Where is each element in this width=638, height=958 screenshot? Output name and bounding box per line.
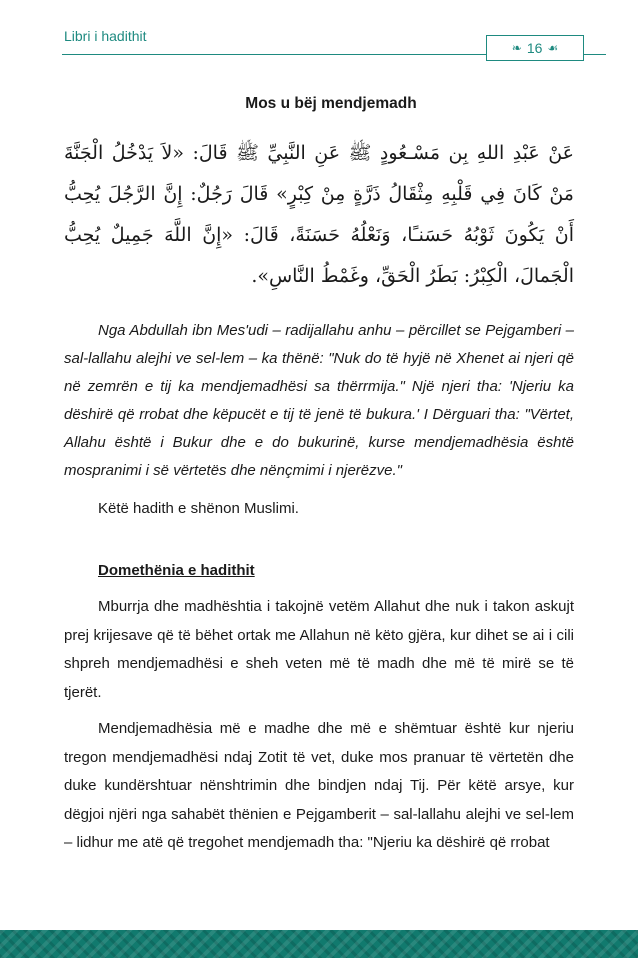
book-title: Libri i hadithit [64,28,147,44]
hadith-source: Këtë hadith e shënon Muslimi. [98,500,299,517]
page-number-badge [486,35,584,61]
ornament-left-icon: ❧ [511,41,522,55]
ornament-right-icon: ☙ [547,41,559,55]
page-content [64,95,574,858]
commentary-paragraph: Mburrja dhe madhështia i takojnë vetëm Allahut dhe nuk i takon askujt prej krijesave që të bëhet ortak me Allahun në këto gjëra, kur dihet se ai i cili shpreh mendjemadhësi e sheh veten më të madh dhe më të mirë se të tjerët. [64,598,574,701]
hadith-translation: Nga Abdullah ibn Mes'udi – radijallahu anhu – përcillet se Pejgamberi – sal-lallahu alejhi ve sel-lem – ka thënë: "Nuk do të hyjë në Xhenet ai njeri që në zemrën e tij ka mendjemadhësi sa thërrmija." Një njeri tha: 'Njeriu ka dëshirë që rrobat dhe këpucët e tij të jenë të bukura.' I Dërguari tha: "Vërtet, Allahu është i Bukur dhe e do bukurinë, kurse mendjemadhësia është mospranimi i së vërtetës dhe nënçmimi i njerëzve." [64,322,574,479]
commentary-heading: Domethënia e hadithit [98,562,255,579]
hadith-arabic-text: عَنْ عَبْدِ اللهِ بِن مَسْـعُودٍ ﷺ عَنِ النَّبِيِّ ﷺ قَالَ: «لاَ يَدْخُلُ الْجَنَّةَ مَنْ كَانَ فِي قَلْبِهِ مِثْقَالُ ذَرَّةٍ مِنْ كِبْرٍ» قَالَ رَجُلٌ: إِنَّ الرَّجُلَ يُحِبُّ أَنْ يَكُونَ ثَوْبُهُ حَسَنـًا، وَنَعْلُهُ حَسَنَةً، قَالَ: «إِنَّ اللَّهَ جَمِيلٌ يُحِبُّ الْجَمالَ، الْكِبْرُ: بَطَرُ الْحَقِّ، وغَمْطُ النَّاسِ». [64,142,574,287]
chapter-title: Mos u bëj mendjemadh [245,95,417,112]
page-number: 16 [526,40,543,56]
footer-ornament-band [0,930,638,958]
commentary-paragraph: Mendjemadhësia më e madhe dhe më e shëmtuar është kur njeriu tregon mendjemadhësi ndaj Zotit të vet, duke mos pranuar të vërtetën dhe duke kundërshtuar nënshtrimin dhe bindjen ndaj Tij. Për këtë arsye, kur dëgjoi njëri nga sahabët thënien e Pejgamberit – sal-lallahu alejhi ve sel-lem – lidhur me atë që tregohet mendjemadh tha: "Njeriu ka dëshirë që rrobat [64,720,574,851]
